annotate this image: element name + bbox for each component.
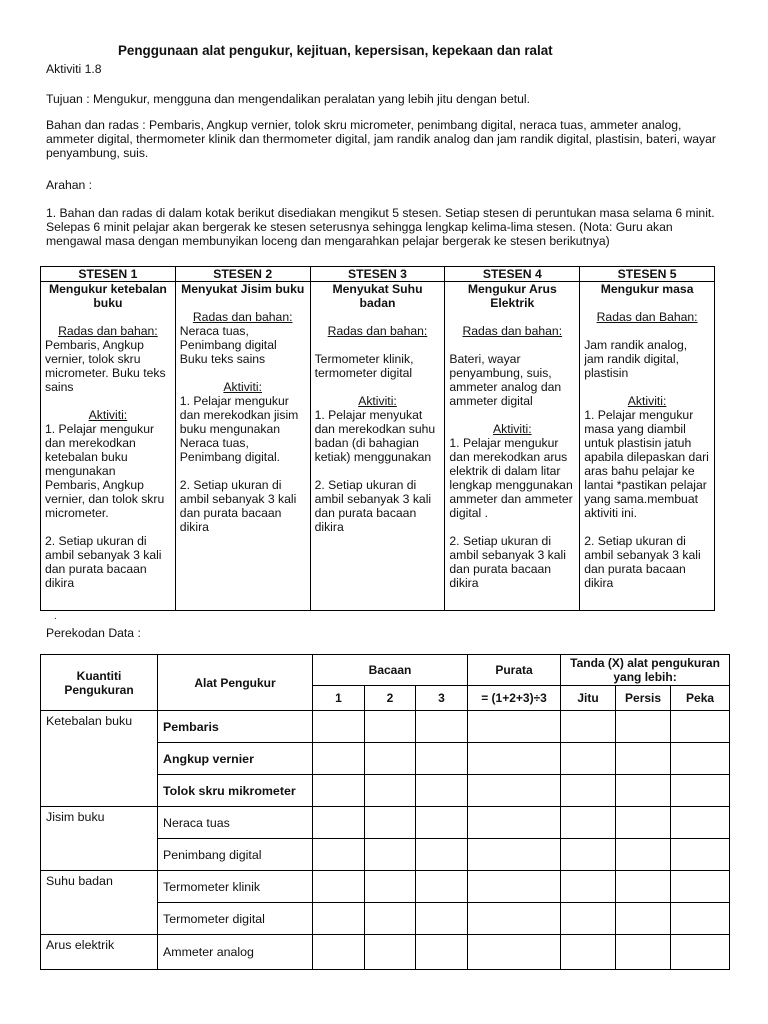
header-reading: Bacaan	[313, 655, 468, 686]
reading-3-cell[interactable]	[416, 903, 468, 935]
station-2-cell	[175, 282, 310, 611]
reading-2-cell[interactable]	[365, 711, 416, 743]
header-sensitive: Peka	[671, 686, 730, 711]
tool-cell: Termometer digital	[158, 903, 313, 935]
sensitive-cell[interactable]	[671, 903, 730, 935]
accurate-cell[interactable]	[561, 743, 616, 775]
tool-cell: Ammeter analog	[158, 935, 313, 970]
activity-number: Aktiviti 1.8	[46, 62, 102, 76]
station-1-step-2: 2. Setiap ukuran di ambil sebanyak 3 kali dan purata bacaan dikira	[45, 534, 162, 590]
average-cell[interactable]	[468, 871, 561, 903]
station-4-step-2: 2. Setiap ukuran di ambil sebanyak 3 kali dan purata bacaan dikira	[449, 534, 566, 590]
reading-1-cell[interactable]	[313, 871, 365, 903]
objective-text: Tujuan : Mengukur, mengguna dan mengendalikan peralatan yang lebih jitu dengan betul.	[46, 92, 531, 106]
station-5-cell	[580, 282, 715, 611]
precise-cell[interactable]	[616, 807, 671, 839]
sensitive-cell[interactable]	[671, 871, 730, 903]
station-4-cell	[445, 282, 580, 611]
average-cell[interactable]	[468, 711, 561, 743]
precise-cell[interactable]	[616, 935, 671, 970]
station-2-subtitle: Menyukat Jisim buku	[181, 282, 305, 296]
station-3-name: STESEN 3	[310, 267, 445, 282]
reading-1-cell[interactable]	[313, 775, 365, 807]
reading-2-cell[interactable]	[365, 807, 416, 839]
instructions-label: Arahan :	[46, 178, 93, 192]
table-row	[41, 935, 730, 970]
station-3-step-2: 2. Setiap ukuran di ambil sebanyak 3 kali dan purata bacaan dikira	[314, 478, 432, 534]
accurate-cell[interactable]	[561, 871, 616, 903]
average-cell[interactable]	[468, 935, 561, 970]
station-4-name: STESEN 4	[445, 267, 580, 282]
record-header-row-1	[41, 655, 730, 686]
reading-1-cell[interactable]	[313, 711, 365, 743]
sensitive-cell[interactable]	[671, 839, 730, 871]
station-3-materials: Termometer klinik, termometer digital	[314, 352, 414, 380]
header-reading-3: 3	[416, 686, 468, 711]
stations-body-row	[41, 282, 715, 611]
quantity-cell: Arus elektrik	[41, 935, 158, 970]
header-accurate: Jitu	[561, 686, 616, 711]
station-1-name: STESEN 1	[41, 267, 176, 282]
station-5-activity-heading: Aktiviti:	[627, 394, 667, 408]
sensitive-cell[interactable]	[671, 935, 730, 970]
reading-2-cell[interactable]	[365, 935, 416, 970]
stray-mark: .	[54, 611, 57, 622]
station-1-cell	[41, 282, 176, 611]
reading-1-cell[interactable]	[313, 743, 365, 775]
reading-1-cell[interactable]	[313, 935, 365, 970]
station-2-step-1: 1. Pelajar mengukur dan merekodkan jisim buku mengunakan Neraca tuas, Penimbang digital.	[179, 394, 299, 464]
reading-3-cell[interactable]	[416, 775, 468, 807]
reading-3-cell[interactable]	[416, 807, 468, 839]
reading-2-cell[interactable]	[365, 743, 416, 775]
accurate-cell[interactable]	[561, 775, 616, 807]
station-5-materials-heading: Radas dan Bahan:	[596, 310, 698, 324]
station-3-activity-heading: Aktiviti:	[358, 394, 397, 408]
station-1-subtitle: Mengukur ketebalan buku	[48, 282, 167, 310]
station-4-materials-heading: Radas dan bahan:	[462, 324, 563, 338]
table-row	[41, 807, 730, 839]
accurate-cell[interactable]	[561, 839, 616, 871]
sensitive-cell[interactable]	[671, 743, 730, 775]
station-5-subtitle: Mengukur masa	[600, 282, 694, 296]
stations-table	[40, 266, 715, 611]
header-average-formula: = (1+2+3)÷3	[468, 686, 561, 711]
reading-2-cell[interactable]	[365, 839, 416, 871]
station-5-materials: Jam randik analog, jam randik digital, plastisin	[584, 338, 688, 380]
reading-1-cell[interactable]	[313, 807, 365, 839]
quantity-cell: Ketebalan buku	[41, 711, 158, 807]
station-2-step-2: 2. Setiap ukuran di ambil sebanyak 3 kali dan purata bacaan dikira	[179, 478, 297, 534]
accurate-cell[interactable]	[561, 935, 616, 970]
station-4-materials: Bateri, wayar penyambung, suis, ammeter analog dan ammeter digital	[449, 352, 562, 408]
average-cell[interactable]	[468, 839, 561, 871]
station-5-step-2: 2. Setiap ukuran di ambil sebanyak 3 kali dan purata bacaan dikira	[584, 534, 701, 590]
page-title: Penggunaan alat pengukur, kejituan, kepersisan, kepekaan dan ralat	[118, 43, 553, 58]
reading-1-cell[interactable]	[313, 839, 365, 871]
tool-cell: Termometer klinik	[158, 871, 313, 903]
reading-3-cell[interactable]	[416, 711, 468, 743]
header-reading-2: 2	[365, 686, 416, 711]
data-recording-label: Perekodan Data :	[46, 626, 141, 640]
station-3-step-1: 1. Pelajar menyukat dan merekodkan suhu badan (di bahagian ketiak) menggunakan	[314, 408, 436, 464]
reading-3-cell[interactable]	[416, 743, 468, 775]
reading-3-cell[interactable]	[416, 839, 468, 871]
reading-3-cell[interactable]	[416, 871, 468, 903]
header-tool: Alat Pengukur	[158, 655, 313, 711]
station-5-step-1: 1. Pelajar mengukur masa yang diambil untuk plastisin jatuh apabila dilepaskan dari aras bahu pelajar ke lantai *pastikan pelajar yang sama.membuat aktiviti ini.	[584, 408, 709, 520]
data-record-table	[40, 654, 730, 970]
station-3-materials-heading: Radas dan bahan:	[327, 324, 428, 338]
station-2-materials-heading: Radas dan bahan:	[192, 310, 293, 324]
precise-cell[interactable]	[616, 743, 671, 775]
table-row	[41, 871, 730, 903]
station-2-name: STESEN 2	[175, 267, 310, 282]
accurate-cell[interactable]	[561, 903, 616, 935]
average-cell[interactable]	[468, 807, 561, 839]
station-1-activity-heading: Aktiviti:	[88, 408, 128, 422]
station-4-subtitle: Mengukur Arus Elektrik	[467, 282, 557, 310]
header-precise: Persis	[616, 686, 671, 711]
average-cell[interactable]	[468, 743, 561, 775]
station-1-step-1: 1. Pelajar mengukur dan merekodkan ketebalan buku mengunakan Pembaris, Angkup vernier, dan tolok skru micrometer.	[45, 422, 165, 520]
average-cell[interactable]	[468, 903, 561, 935]
station-1-materials: Pembaris, Angkup vernier, tolok skru micrometer. Buku teks sains	[45, 338, 166, 394]
accurate-cell[interactable]	[561, 711, 616, 743]
tool-cell: Angkup vernier	[158, 743, 313, 775]
tool-cell: Penimbang digital	[158, 839, 313, 871]
precise-cell[interactable]	[616, 775, 671, 807]
header-reading-1: 1	[313, 686, 365, 711]
sensitive-cell[interactable]	[671, 711, 730, 743]
header-mark: Tanda (X) alat pengukuran yang lebih:	[561, 655, 730, 686]
instruction-1: 1. Bahan dan radas di dalam kotak berikut disediakan mengikut 5 stesen. Setiap stesen di peruntukan masa selama 6 minit. Selepas 6 minit pelajar akan bergerak ke stesen seterusnya sehingga lengkap kelima-lima stesen. (Nota: Guru akan mengawal masa dengan membunyikan loceng dan mengarahkan pelajar bergerak ke stesen berikutnya)	[46, 206, 715, 248]
accurate-cell[interactable]	[561, 807, 616, 839]
precise-cell[interactable]	[616, 839, 671, 871]
average-cell[interactable]	[468, 775, 561, 807]
header-quantity: Kuantiti Pengukuran	[41, 655, 158, 711]
table-row	[41, 711, 730, 743]
tool-cell: Pembaris	[158, 711, 313, 743]
header-average: Purata	[468, 655, 561, 686]
reading-2-cell[interactable]	[365, 775, 416, 807]
station-4-step-1: 1. Pelajar mengukur dan merekodkan arus elektrik di dalam litar lengkap menggunakan ammeter dan ammeter digital .	[449, 436, 573, 520]
reading-3-cell[interactable]	[416, 935, 468, 970]
quantity-cell: Suhu badan	[41, 871, 158, 935]
reading-2-cell[interactable]	[365, 903, 416, 935]
station-3-cell	[310, 282, 445, 611]
sensitive-cell[interactable]	[671, 775, 730, 807]
precise-cell[interactable]	[616, 871, 671, 903]
tool-cell: Neraca tuas	[158, 807, 313, 839]
stations-header-row	[41, 267, 715, 282]
sensitive-cell[interactable]	[671, 807, 730, 839]
station-2-activity-heading: Aktiviti:	[223, 380, 262, 394]
station-4-activity-heading: Aktiviti:	[492, 422, 532, 436]
station-3-subtitle: Menyukat Suhu badan	[332, 282, 423, 310]
station-2-materials: Neraca tuas, Penimbang digital Buku teks sains	[179, 324, 277, 366]
materials-text: Bahan dan radas : Pembaris, Angkup vernier, tolok skru micrometer, penimbang digital, neraca tuas, ammeter analog, ammeter digital, thermometer klinik dan thermometer digital, jam randik analog dan jam randik digital, plastisin, bateri, wayar penyambung, suis.	[46, 118, 716, 160]
reading-1-cell[interactable]	[313, 903, 365, 935]
precise-cell[interactable]	[616, 903, 671, 935]
station-1-materials-heading: Radas dan bahan:	[58, 324, 158, 338]
precise-cell[interactable]	[616, 711, 671, 743]
station-5-name: STESEN 5	[580, 267, 715, 282]
reading-2-cell[interactable]	[365, 871, 416, 903]
tool-cell: Tolok skru mikrometer	[158, 775, 313, 807]
quantity-cell: Jisim buku	[41, 807, 158, 871]
